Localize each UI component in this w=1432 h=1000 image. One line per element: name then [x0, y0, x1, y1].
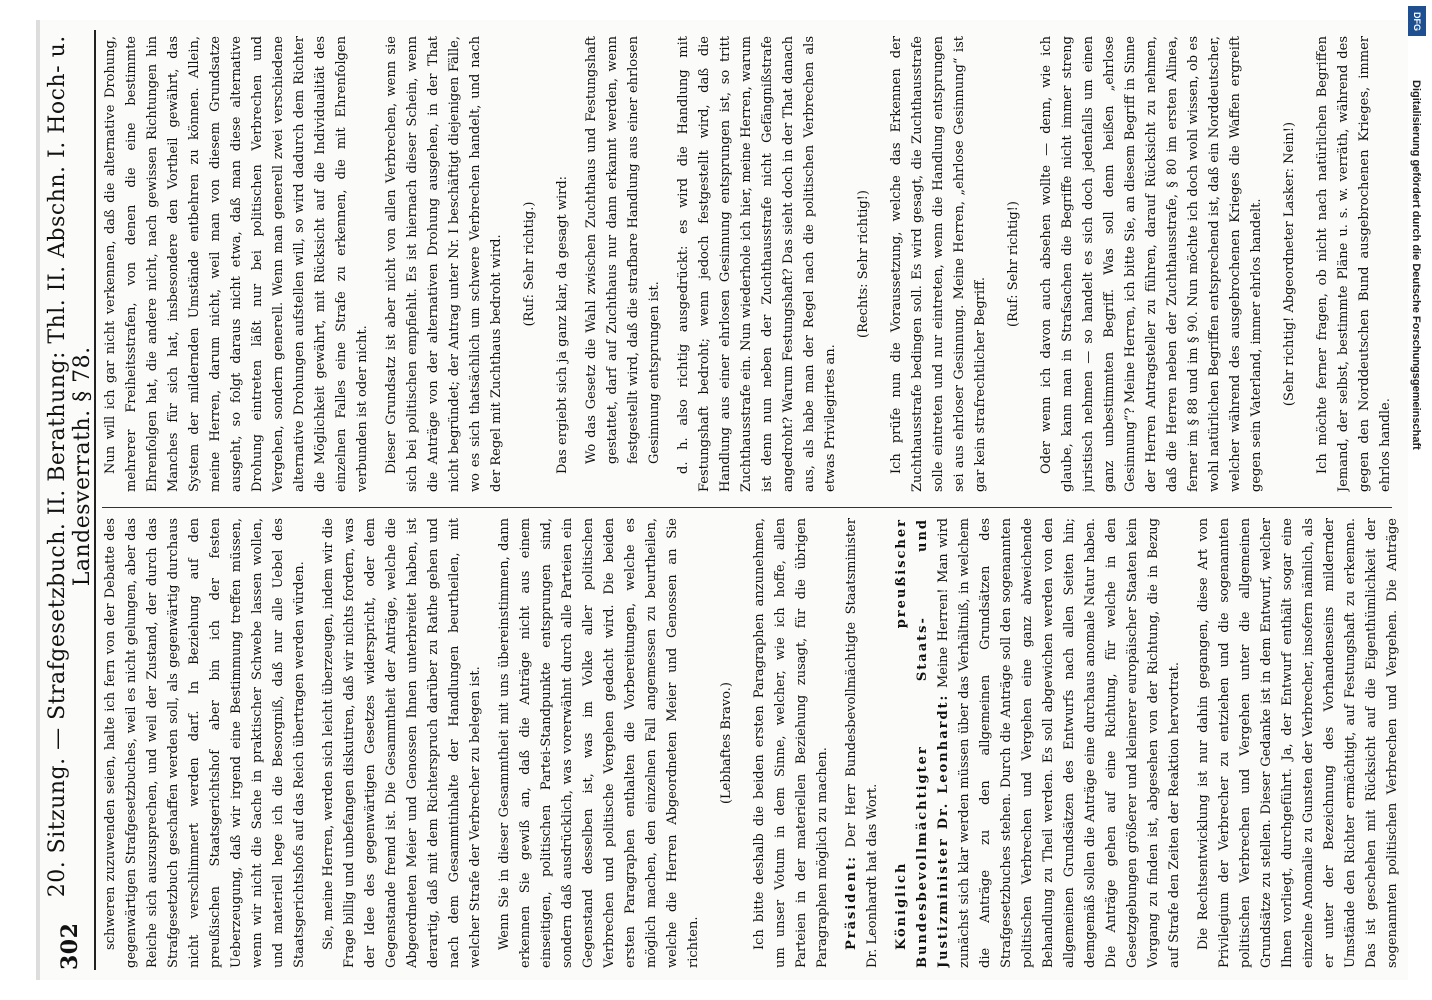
- paragraph: Dieser Grundsatz ist aber nicht von allen Verbrechen, wenn sie sich bei politischen empfiehlt. Es ist hiernach dieser Schein, wenn die Anträge von der alternativen Drohung ausgehen, in der That nicht begründet; der Antrag unter Nr. I beschäftigt diejenigen Fälle, wo es sich thatsächlich um schwere Verbrechen handelt, und nach der Regel mit Zuchthaus bedroht wird.: [384, 36, 504, 492]
- quoted-amendment: Wo das Gesetz die Wahl zwischen Zuchthaus und Festungshaft gestattet, darf auf Zuchthaus nur dann erkannt werden, wenn festgestellt wird, daß die strafbare Handlung aus einer ehrlosen Gesinnung entsprungen ist.: [584, 36, 662, 464]
- page-header: [46, 30, 96, 970]
- digitization-credit: [1406, 40, 1424, 940]
- paragraph: Ich prüfe nun die Voraussetzung, welche das Erkennen der Zuchthausstrafe bedingen soll. Es wird gesagt, die Zuchthausstrafe solle eintreten und nur eintreten, wenn die Handlung entsprungen sei aus ehrloser Gesinnung. Meine Herren, „ehrlose Gesinnung“ ist gar kein strafrechtlicher Begriff.: [889, 36, 988, 492]
- speaker-label: Präsident:: [844, 855, 859, 950]
- paragraph: Ich bitte deshalb die beiden ersten Paragraphen anzunehmen, um unser Votum in dem Sinne, welcher, wie ich hoffe, allen Parteien in der materiellen Beziehung zusagt, für die übrigen Paragraphen möglich zu machen.: [752, 518, 830, 968]
- newspaper-page: [40, 20, 1408, 980]
- dfg-logo: DFG: [1408, 6, 1426, 36]
- paragraph: d. h. also richtig ausgedrückt: es wird die Handlung mit Festungshaft bedroht; wenn jedoch festgestellt wird, daß die Handlung aus einer ehrlosen Gesinnung entsprungen ist, so tritt Zuchthausstrafe ein. Nun wiederhole ich hier, meine Herren, warum ist denn nun neben der Zuchthausstrafe nicht Gefängnißstrafe angedroht? Warum Festungshaft? Das sieht doch in der That danach aus, als habe man der Regel nach die politischen Verbrechen als etwas Privilegirtes an.: [676, 36, 838, 492]
- left-column: [100, 518, 1400, 968]
- paragraph: Ich möchte ferner fragen, ob nicht nach natürlichen Begriffen Jemand, der selbst, bestimmte Pläne u. s. w. verräth, während des gegen den Norddeutschen Bund ausgebrochenen Krieges, immer ehrlos handle.: [1315, 36, 1393, 492]
- paragraph: schweren zuzuwenden seien, halte ich fern von der Debatte des gegenwärtigen Strafgesetzbuches, weil es nicht gelungen, aber das Reiche sich auszusprechen, und weil der Zustand, der durch das Strafgesetzbuch geschaffen werden soll, als gegenwärtig durchaus nicht verschlimmert werden darf. In Beziehung auf den preußischen Staatsgerichtshof aber bin ich der festen Ueberzeugung, daß wir irgend eine Bestimmung treffen müssen, wenn wir nicht die Sache in praktischer Schwebe lassen wollen, und materiell hege ich die Besorgniß, daß nur alle Uebel des Staatsgerichtshofs auf das Reich übertragen werden würden.: [103, 518, 307, 968]
- speaker-intro: [891, 518, 1185, 968]
- paragraph: Die Rechtsentwicklung ist nur dahin gegangen, diese Art von Privilegium der Verbrecher zu entziehen und die sogenannten politischen Verbrechen und Vergehen unter die allgemeinen Grundsätze zu stellen. Dieser Gedanke ist in dem Entwurf, welcher Ihnen vorliegt, durchgeführt. Ja, der Entwurf enthält sogar eine einzelne Anomalie zu Gunsten der Verbrecher, insofern nämlich, als er unter der Bezeichnung des Vorhandenseins mildernder Umstände den Richter ermächtigt, auf Festungshaft zu erkennen. Das ist geschehen mit Rücksicht auf die Eigenthümlichkeit der sogenannten politischen Verbrechen und Vergehen. Die Anträge: [1196, 518, 1400, 968]
- page-number: 302: [57, 922, 83, 970]
- right-column: [100, 36, 1400, 492]
- paragraph: Wenn Sie in dieser Gesammtheit mit uns übereinstimmen, dann erkennen Sie gewiß an, daß die Anträge nicht aus einem einseitigen, politischen Partei-Standpunkte entsprungen sind, sondern daß ausdrücklich, was vorerwähnt durch alle Parteien ein Gegenstand desselben ist, was im Volke aller politischen Verbrechen und politische Vergehen gedacht wird. Die beiden ersten Paragraphen enthalten die Vorbereitungen, welche es möglich machen, den einzelnen Fall angemessen zu beurtheilen, welche die Herren Abgeordneten Meier und Genossen an Sie richten.: [497, 518, 701, 968]
- column-divider: [102, 507, 1392, 508]
- rotated-page-content: [40, 20, 1408, 980]
- paragraph: Das ergiebt sich ja ganz klar, da gesagt wird:: [555, 175, 570, 474]
- speech-text: Meine Herren! Man wird zunächst sich klar werden müssen über das Verhältniß, in welchem die Anträge zu den allgemeinen Grundsätzen des Strafgesetzbuches stehen. Durch die Anträge soll den sogenannten politischen Verbrechen und Vergehen eine ganz abweichende Behandlung zu Theil werden. Es soll abgewichen werden von den allgemeinen Grundsätzen des Entwurfs nach allen Seiten hin; demgemäß sollen die Anträge eine durchaus anomale Natur haben. Die Anträge gehen auf eine Richtung, für welche in den Gesetzgebungen größerer und kleinerer europäischer Staaten kein Vorgang zu finden ist, abgesehen von der Richtung, die in Bezug auf Strafe den Zeiten der Reaktion hervortrat.: [936, 518, 1182, 968]
- speaker-name: Königlich preußischer Bundesbevollmächtigter Staats- und Justizminister Dr. Leonhardt:: [894, 518, 951, 968]
- interjection: (Lebhaftes Bravo.): [719, 681, 734, 805]
- speech-text: Der Herr Bundesbevollmächtigte Staatsminister Dr. Leonhardt hat das Wort.: [844, 518, 880, 968]
- running-title: 20. Sitzung. — Strafgesetzbuch. II. Berathung: Thl. II. Abschn. I. Hoch- u. Landesverrath. § 78.: [45, 35, 95, 898]
- paragraph: Nun will ich gar nicht verkennen, daß die alternative Drohung, mehrerer Freiheitsstrafen, von denen die eine bestimmte Ehrenfolgen hat, die andere nicht, nach gewissen Richtungen hin Manches für sich hat, insbesondere den Vortheil gewährt, das System der mildernden Umstände entbehren zu können. Allein, meine Herren, darum nicht, weil man von diesem Grundsatze ausgeht, so folgt daraus nicht etwa, daß man diese alternative Drohung eintreten läßt nur bei politischen Verbrechen und Vergehen, sondern generell. Wenn man generell zwei verschiedene alternative Drohungen aufstellen will, so wird dadurch dem Richter die Möglichkeit gewährt, mit Rücksicht auf die Individualität des einzelnen Falles eine Strafe zu erkennen, die mit Ehrenfolgen verbunden ist oder nicht.: [103, 36, 370, 492]
- interjection: (Ruf: Sehr richtig!): [1006, 201, 1021, 327]
- paragraph: Oder wenn ich davon auch absehen wollte — denn, wie ich glaube, kann man in Strafsachen die Begriffe nicht immer streng juristisch nehmen — so handelt es sich doch jedenfalls um einen ganz unbestimmten Begriff. Was soll denn heißen „ehrlose Gesinnung“? Meine Herren, ich bitte Sie, an diesem Begriff in Sinne der Herren Antragsteller zu führen, darauf Rücksicht zu nehmen, daß die Herren neben der Zuchthausstrafe, § 80 im ersten Alinea, ferner im § 88 und im § 90. Nun möchte ich doch wohl wissen, ob es wohl natürlichen Begriffen entsprechend ist, daß ein Norddeutscher, welcher während des ausgebrochenen Krieges die Waffen ergreift gegen sein Vaterland, immer ehrlos handelt.: [1039, 36, 1264, 492]
- president-speech: [841, 518, 883, 968]
- interjection: (Sehr richtig! Abgeordneter Lasker: Nein!): [1282, 121, 1297, 407]
- interjection: (Rechts: Sehr richtig!): [856, 190, 871, 338]
- credit-text: Digitalisierung gefördert durch die Deutsche Forschungsgemeinschaft: [1410, 80, 1422, 450]
- interjection: (Ruf: Sehr richtig.): [522, 201, 537, 327]
- paragraph: Sie, meine Herren, werden sich leicht überzeugen, indem wir die Frage billig und unbefangen diskutiren, daß wir nichts fordern, was der Idee des gegenwärtigen Gesetzes widerspricht, oder dem Gegenstande fremd ist. Die Gesammtheit der Anträge, welche die Abgeordneten Meier und Genossen Ihnen unterbreitet haben, ist derartig, daß mit dem Richterspruch darüber zu Rathe gehen und nach dem Gesammtinhalte der Handlungen beurtheilen, mit welcher Strafe der Verbrecher zu belegen ist.: [321, 518, 483, 968]
